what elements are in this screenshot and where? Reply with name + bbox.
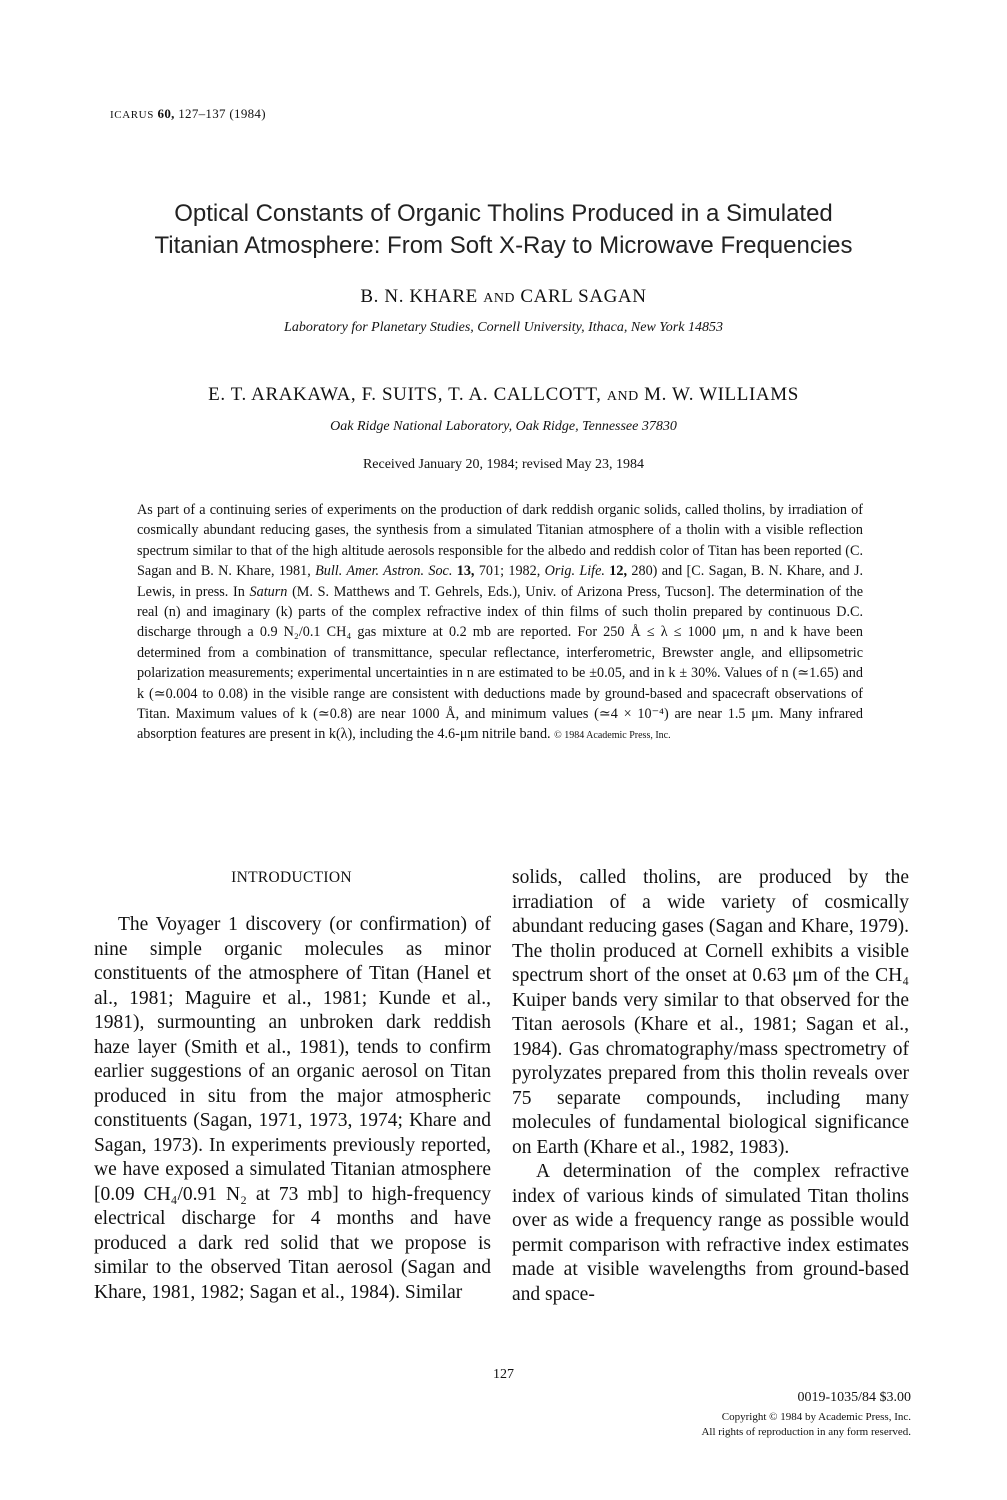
journal-pages-year: 127–137 (1984) — [178, 106, 266, 121]
abstract-ref-volume: 13, — [456, 563, 475, 580]
author-khare: B. N. KHARE — [360, 286, 478, 307]
paragraph: A determination of the complex refractive index of various kinds of simulated Titan tholins over as wide a frequency range as possible would permit comparison with refractive index estimates made at visible wavelengths from ground-based and space- — [512, 1161, 909, 1305]
author-williams: M. W. WILLIAMS — [644, 384, 799, 405]
copyright-line-2: All rights of reproduction in any form reserved. — [701, 1426, 911, 1438]
authors-group-1 — [60, 286, 947, 308]
paragraph: solids, called tholins, are produced by the irradiation of a wide variety of cosmically abundant reducing gases (Sagan and Khare, 1979). The tholin produced at Cornell exhibits a visible spectrum short of the onset at 0.63 μm of the CH₄ Kuiper bands very similar to that observed for the Titan aerosols (Khare et al., 1981; Sagan et al., 1984). Gas chromatography/mass spectrometry of pyrolyzates prepared from this tholin reveals over 75 separate compounds, including many molecules of fundamental biological significance on Earth (Khare et al., 1982, 1983). — [512, 867, 909, 1158]
journal-name: ICARUS — [110, 109, 154, 121]
authors-group-2 — [60, 384, 947, 406]
article-title — [60, 198, 947, 262]
authors-list: E. T. ARAKAWA, F. SUITS, T. A. CALLCOTT, — [208, 384, 602, 405]
affiliation-oak-ridge: Oak Ridge National Laboratory, Oak Ridge, Tennessee 37830 — [330, 419, 677, 434]
abstract-text-2: 701; 1982, — [478, 563, 541, 580]
title-line-2: Titanian Atmosphere: From Soft X-Ray to Microwave Frequencies — [154, 232, 853, 259]
authors-and: AND — [483, 291, 516, 306]
abstract-ref-journal: Orig. Life. — [544, 563, 605, 580]
abstract-text-1: As part of a continuing series of experiments on the production of dark reddish organic solids, called tholins, by irradiation of cosmically abundant reducing gases, the synthesis from a simulated Titanian atmosphere of a tholin with a visible reflection spectrum similar to that of the high altitude aerosols responsible for the albedo and reddish color of Titan has been reported (C. Sagan and B. N. Khare, 1981, — [137, 502, 863, 580]
abstract-copyright: © 1984 Academic Press, Inc. — [554, 730, 671, 742]
abstract — [137, 500, 863, 747]
copyright-notice — [701, 1410, 911, 1440]
authors-and: AND — [606, 389, 639, 404]
page-number: 127 — [493, 1367, 514, 1382]
abstract-ref-journal: Bull. Amer. Astron. Soc. — [315, 563, 453, 580]
affiliation-cornell: Laboratory for Planetary Studies, Cornell University, Ithaca, New York 14853 — [284, 320, 723, 335]
column-left — [94, 913, 491, 1305]
author-sagan: CARL SAGAN — [520, 286, 647, 307]
paragraph: The Voyager 1 discovery (or confirmation) of nine simple organic molecules as minor constituents of the atmosphere of Titan (Hanel et al., 1981; Maguire et al., 1981; Kunde et al., 1981), surmounting an unbroken dark reddish haze layer (Smith et al., 1981), tends to confirm earlier suggestions of an organic aerosol on Titan produced in situ from the major atmospheric constituents (Sagan, 1971, 1973, 1974; Khare and Sagan, 1973). In experiments previously reported, we have exposed a simulated Titanian atmosphere [0.09 CH₄/0.91 N₂ at 73 mb] to high-frequency electrical discharge for 4 months and have produced a dark red solid that we propose is similar to the observed Titan aerosol (Sagan and Khare, 1981, 1982; Sagan et al., 1984). Similar — [94, 914, 491, 1303]
abstract-ref-volume: 12, — [609, 563, 628, 580]
title-line-1: Optical Constants of Organic Tholins Produced in a Simulated — [174, 200, 833, 227]
abstract-text-3: 280) and [C. Sagan, B. N. Khare, and J. Lewis, in press. In — [137, 563, 864, 600]
column-right — [512, 866, 909, 1307]
section-heading-introduction: INTRODUCTION — [231, 869, 352, 886]
journal-volume: 60, — [157, 106, 175, 121]
publication-code: 0019-1035/84 $3.00 — [797, 1390, 911, 1405]
copyright-line-1: Copyright © 1984 by Academic Press, Inc. — [721, 1411, 911, 1423]
abstract-book-title: Saturn — [249, 583, 288, 600]
abstract-text-4: (M. S. Matthews and T. Gehrels, Eds.), Univ. of Arizona Press, Tucson]. The determination of the real (n) and imaginary (k) parts of the complex refractive index of thin films of such tholin prepared by continuous D.C. discharge through a 0.9 N₂/0.1 CH₄ gas mixture at 0.2 mb are reported. For 250 Å ≤ λ ≤ 1000 μm, n and k have been determined from a combination of transmittance, specular reflectance, interferometric, Brewster angle, and ellipsometric polarization measurements; experimental uncertainties in n are estimated to be ±0.05, and in k ± 30%. Values of n (≃1.65) and k (≃0.004 to 0.08) in the visible range are consistent with deductions made by ground-based and spacecraft observations of Titan. Maximum values of k (≃0.8) are near 1000 Å, and minimum values (≃4 × 10⁻⁴) are near 1.5 μm. Many infrared absorption features are present in k(λ), including the 4.6-μm nitrile band. — [137, 583, 864, 743]
journal-reference — [110, 106, 266, 122]
received-dates: Received January 20, 1984; revised May 23, 1984 — [362, 457, 645, 472]
